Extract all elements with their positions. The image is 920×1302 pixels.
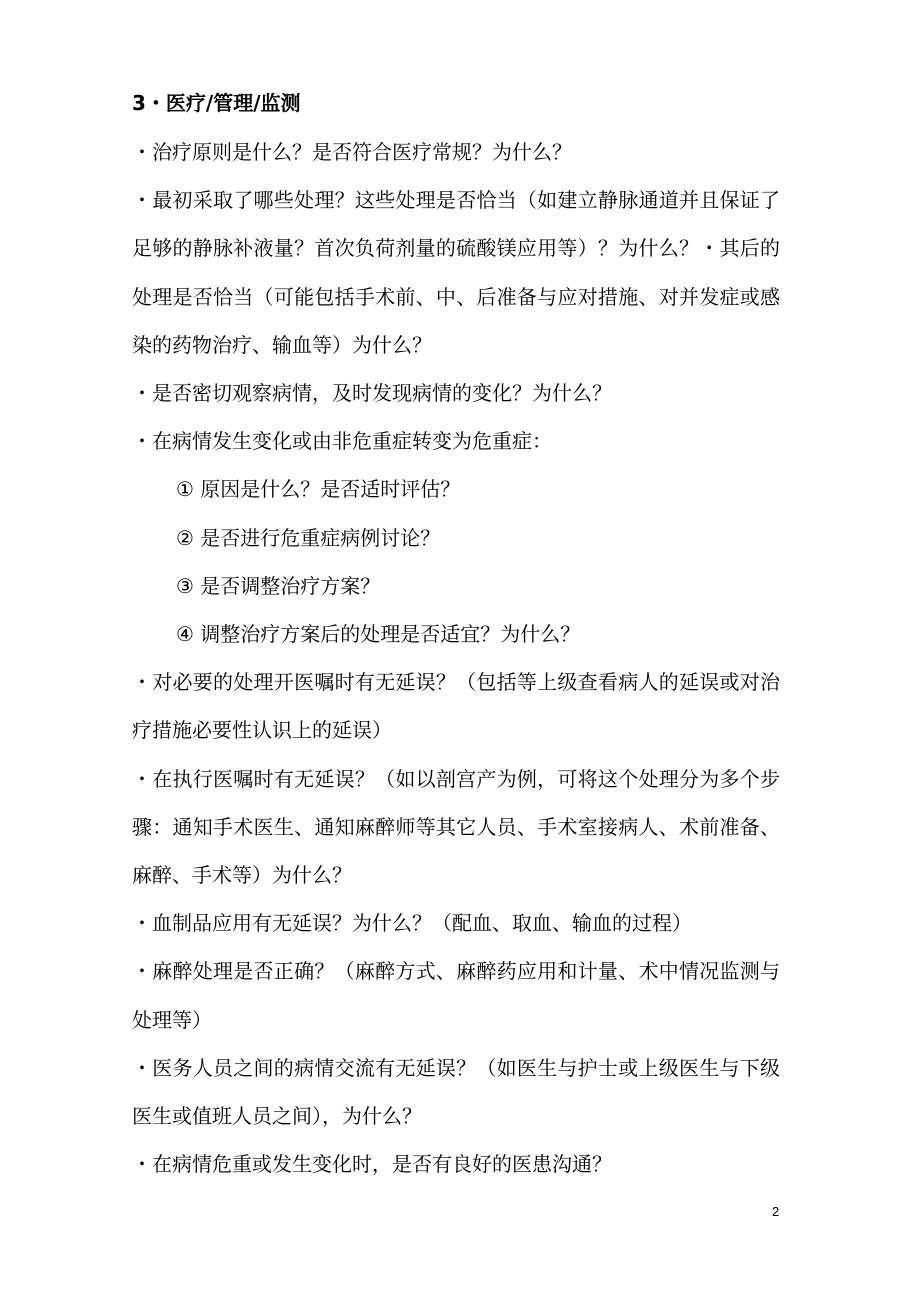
sub-item-4: ④ 调整治疗方案后的处理是否适宜？为什么？	[176, 622, 581, 647]
paragraph-anesthesia: ・麻醉处理是否正确？（麻醉方式、麻醉药应用和计量、术中情况监测与处理等）	[132, 959, 780, 1032]
paragraph-treatment-principle: ・治疗原则是什么？是否符合医疗常规？为什么？	[132, 140, 572, 164]
paragraph-observation: ・是否密切观察病情，及时发现病情的变化？为什么？	[132, 381, 612, 406]
sub-item-3: ③ 是否调整治疗方案？	[176, 573, 381, 598]
sub-item-2: ② 是否进行危重症病例讨论？	[176, 525, 441, 550]
paragraph-staff-communication: ・医务人员之间的病情交流有无延误？（如医生与护士或上级医生与下级医生或值班人员之间），为什么？	[132, 1055, 780, 1129]
sub-item-1: ① 原因是什么？是否适时评估？	[176, 477, 461, 502]
page-number: 2	[772, 1204, 780, 1219]
paragraph-patient-communication: ・在病情危重或发生变化时，是否有良好的医患沟通？	[132, 1152, 612, 1177]
paragraph-initial-treatment: ・最初采取了哪些处理？这些处理是否恰当（如建立静脉通道并且保证了足够的静脉补液量？首次负荷剂量的硫酸镁应用等）？为什么？・其后的处理是否恰当（可能包括手术前、中、后准备与应对措施、对并发症或感染的药物治疗、输血等）为什么？	[132, 188, 780, 357]
paragraph-order-delay: ・对必要的处理开医嘱时有无延误？（包括等上级查看病人的延误或对治疗措施必要性认识上的延误）	[132, 670, 780, 743]
paragraph-condition-change: ・在病情发生变化或由非危重症转变为危重症：	[132, 429, 552, 454]
paragraph-blood-products: ・血制品应用有无延误？为什么？（配血、取血、输血的过程）	[132, 911, 692, 936]
document-body	[132, 80, 780, 1188]
section-heading: 3・医疗/管理/监测	[132, 91, 301, 115]
paragraph-execution-delay: ・在执行医嘱时有无延误？（如以剖宫产为例，可将这个处理分为多个步骤：通知手术医生、通知麻醉师等其它人员、手术室接病人、术前准备、麻醉、手术等）为什么？	[132, 766, 780, 888]
